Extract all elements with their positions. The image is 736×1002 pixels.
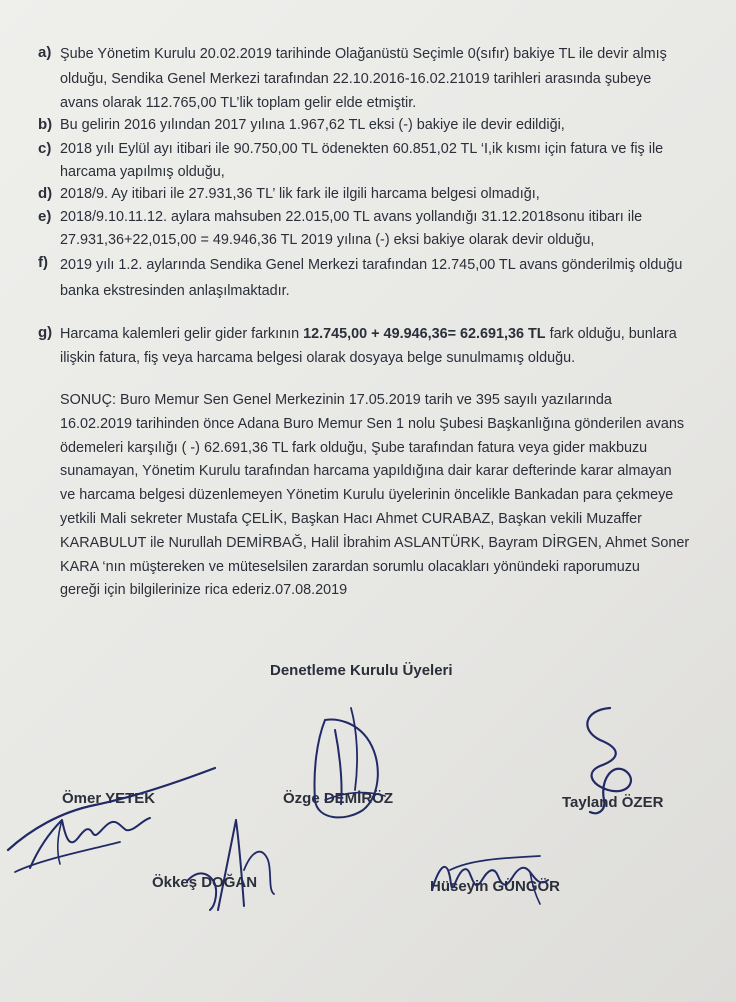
list-item-a <box>38 42 718 111</box>
item-label: f) <box>38 254 48 271</box>
signatory-name: Tayland ÖZER <box>562 794 664 811</box>
item-text: harcama yapılmış olduğu, <box>60 164 225 180</box>
conclusion-line: 16.02.2019 tarihinden önce Adana Buro Memur Sen 1 nolu Şubesi Başkanlığına gönderilen avans <box>60 415 685 432</box>
signatory-name: Özge DEMİRÖZ <box>283 790 394 807</box>
item-text: olduğu, Sendika Genel Merkezi tarafından 22.10.2016-16.02.21019 tarihleri arasında şubeye <box>60 70 652 87</box>
conclusion-line: KARABULUT ile Nurullah DEMİRBAĞ, Halil İbrahim ASLANTÜRK, Bayram DİRGEN, Ahmet Soner <box>60 534 690 551</box>
item-text: Harcama kalemleri gelir gider farkının <box>60 326 304 342</box>
item-label: e) <box>38 208 52 225</box>
signature-ozge-demiroz <box>295 700 405 830</box>
conclusion-line: ödemeleri karşılığı ( -) 62.691,36 TL fark olduğu, Şube tarafından fatura veya gider makbuzu <box>60 439 648 456</box>
item-text: banka ekstresinden anlaşılmaktadır. <box>60 283 290 299</box>
conclusion-line: sunamayan, Yönetim Kurulu tarafından harcama yapıldığına dair karar defterinde karar almayan <box>60 463 672 480</box>
item-text: 2018 yılı Eylül ayı itibari ile 90.750,00 TL ödenekten 60.851,02 TL ‘I,ik kısmı için fatura ve fiş ile <box>60 141 664 157</box>
item-text: 2018/9. Ay itibari ile 27.931,36 TL’ lik fark ile ilgili harcama belgesi olmadığı, <box>60 186 540 202</box>
item-label: c) <box>38 140 52 157</box>
item-label: g) <box>38 324 53 341</box>
item-label: d) <box>38 185 53 202</box>
item-text: 27.931,36+22,015,00 = 49.946,36 TL 2019 yılına (-) eksi bakiye olarak devir olduğu, <box>60 232 595 248</box>
signature-tayland-ozer <box>560 700 660 820</box>
signatory-name: Ökkeş DOĞAN <box>152 874 258 891</box>
signature-huseyin-gungor <box>420 840 570 910</box>
conclusion-line: gereği için bilgilerinize rica ederiz.07.08.2019 <box>60 582 348 599</box>
committee-heading: Denetleme Kurulu Üyeleri <box>270 662 453 679</box>
conclusion-line: yetkili Mali sekreter Mustafa ÇELİK, Başkan Hacı Ahmet CURABAZ, Başkan vekili Muzaffer <box>60 510 642 527</box>
item-text: ilişkin fatura, fiş veya harcama belgesi olarak dosyaya belge sunulmamış olduğu. <box>60 350 576 366</box>
conclusion-paragraph <box>60 389 720 603</box>
item-text: 2019 yılı 1.2. aylarında Sendika Genel Merkezi tarafından 12.745,00 TL avans gönderilmiş olduğu <box>60 257 683 273</box>
signatory-name: Hüseyin GÜNGÖR <box>430 878 561 895</box>
item-text: Şube Yönetim Kurulu 20.02.2019 tarihinde Olağanüstü Seçimle 0(sıfır) bakiye TL ile devir almış <box>60 46 667 62</box>
item-text-line-1 <box>60 322 722 346</box>
conclusion-line: KARA ‘nın müştereken ve müteselsilen zarardan sorumlu olacakları yönündeki raporumuzu <box>60 558 640 575</box>
item-text-bold-total: 12.745,00 + 49.946,36= 62.691,36 TL <box>303 326 546 342</box>
conclusion-line: ve harcama belgesi düzenlemeyen Yönetim Kurulu üyelerinin öncelikle Bankadan para çekmeye <box>60 487 674 504</box>
item-text: avans olarak 112.765,00 TL’lik toplam gelir elde etmiştir. <box>60 95 417 111</box>
conclusion-line: SONUÇ: Buro Memur Sen Genel Merkezinin 17.05.2019 tarih ve 395 sayılı yazılarında <box>60 392 612 408</box>
signatory-name: Ömer YETEK <box>62 790 156 807</box>
item-text: 2018/9.10.11.12. aylara mahsuben 22.015,00 TL avans yollandığı 31.12.2018sonu itibarı ile <box>60 209 643 225</box>
item-text: fark olduğu, bunlara <box>545 326 677 342</box>
item-text: Bu gelirin 2016 yılından 2017 yılına 1.967,62 TL eksi (-) bakiye ile devir edildiği, <box>60 117 565 133</box>
signature-okkes-dogan <box>178 810 298 920</box>
item-label: b) <box>38 116 53 133</box>
item-label: a) <box>38 44 52 61</box>
